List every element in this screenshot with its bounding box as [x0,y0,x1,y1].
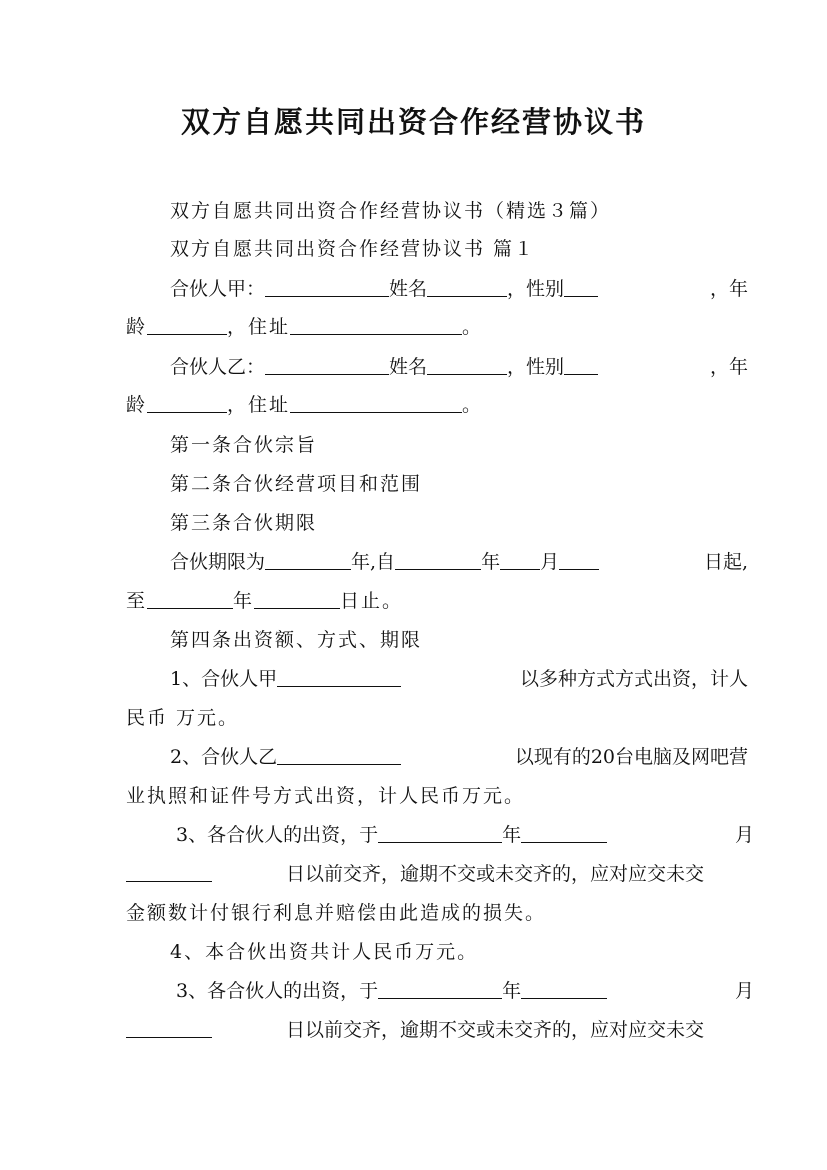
label: 日止。 [340,590,404,612]
blank-field [265,276,389,297]
label: 以多种方式方式出资，计人 [519,668,748,690]
blank-field [290,314,462,335]
blank-field [564,354,598,375]
label: 合伙人甲： [170,278,266,300]
blank-field [265,549,351,570]
subtitle-line: 双方自愿共同出资合作经营协议书（精选３篇） [170,200,612,222]
blank-field [564,276,598,297]
label: 3、各合伙人的出资，于 [176,824,379,846]
blank-field [395,549,481,570]
label: 合伙期限为 [170,551,266,573]
label: 合伙人乙： [170,356,266,378]
blank-field [265,354,389,375]
blank-field [521,978,607,999]
article-2: 第二条合伙经营项目和范围 [170,473,423,495]
blank-field [427,354,507,375]
section-heading: 双方自愿共同出资合作经营协议书 篇１ [170,238,536,260]
item-3-line [126,822,754,848]
label: 3、各合伙人的出资，于 [176,980,379,1002]
label: 以现有的20台电脑及网吧营 [514,746,748,768]
partner-b-line [126,354,748,380]
item-3-repeat-line-2 [126,1017,704,1043]
blank-field [427,276,507,297]
blank-field [378,978,502,999]
blank-field [147,588,233,609]
blank-field [126,1017,212,1038]
partner-a-line [126,276,748,302]
label: 日以前交齐，逾期不交或未交齐的，应对应交未交 [285,863,704,885]
label: 月 [734,980,754,1002]
article-3: 第三条合伙期限 [170,512,318,534]
item-1-line [126,666,748,692]
label: ，年 [709,356,748,378]
label: 。 [462,394,484,416]
blank-field [147,314,227,335]
label: 年 [502,980,522,1002]
blank-field [559,549,599,570]
label: 年 [233,590,255,612]
label: 日以前交齐，逾期不交或未交齐的，应对应交未交 [285,1019,704,1041]
label: 年 [481,551,501,573]
label: ，性别 [507,356,565,378]
blank-field [277,744,401,765]
label: 龄 [126,316,148,338]
label: 月 [540,551,560,573]
item-3-line-2 [126,861,704,887]
label: 。 [462,316,484,338]
blank-field [378,822,502,843]
blank-field [290,392,462,413]
item-3-repeat-line [126,978,754,1004]
label: 2、合伙人乙 [170,746,278,768]
blank-field [254,588,340,609]
item-2-line-2: 业执照和证件号方式出资，计人民币万元。 [126,785,526,807]
label: 至 [126,590,148,612]
blank-field [147,392,227,413]
label: ，住址 [227,394,291,416]
blank-field [277,666,401,687]
term-line [126,549,748,575]
label: ，年 [709,278,748,300]
article-4: 第四条出资额、方式、期限 [170,629,423,651]
label: 年,自 [351,551,396,573]
blank-field [126,861,212,882]
label: 1、合伙人甲 [170,668,278,690]
label: 姓名 [389,356,428,378]
item-1-line-2: 民币 万元。 [126,707,240,729]
label: 姓名 [389,278,428,300]
blank-field [500,549,540,570]
term-line-2 [126,588,704,614]
article-1: 第一条合伙宗旨 [170,434,318,456]
label: 月 [734,824,754,846]
label: 龄 [126,394,148,416]
label: 日起, [703,551,748,573]
partner-a-line-2 [126,314,704,340]
item-3-line-3: 金额数计付银行利息并赔偿由此造成的损失。 [126,902,547,924]
item-4-line: 4、本合伙出资共计人民币万元。 [170,941,479,963]
blank-field [521,822,607,843]
document-title: 双方自愿共同出资合作经营协议书 [180,105,646,139]
label: ，性别 [507,278,565,300]
label: 年 [502,824,522,846]
partner-b-line-2 [126,392,704,418]
label: ，住址 [227,316,291,338]
item-2-line [126,744,748,770]
